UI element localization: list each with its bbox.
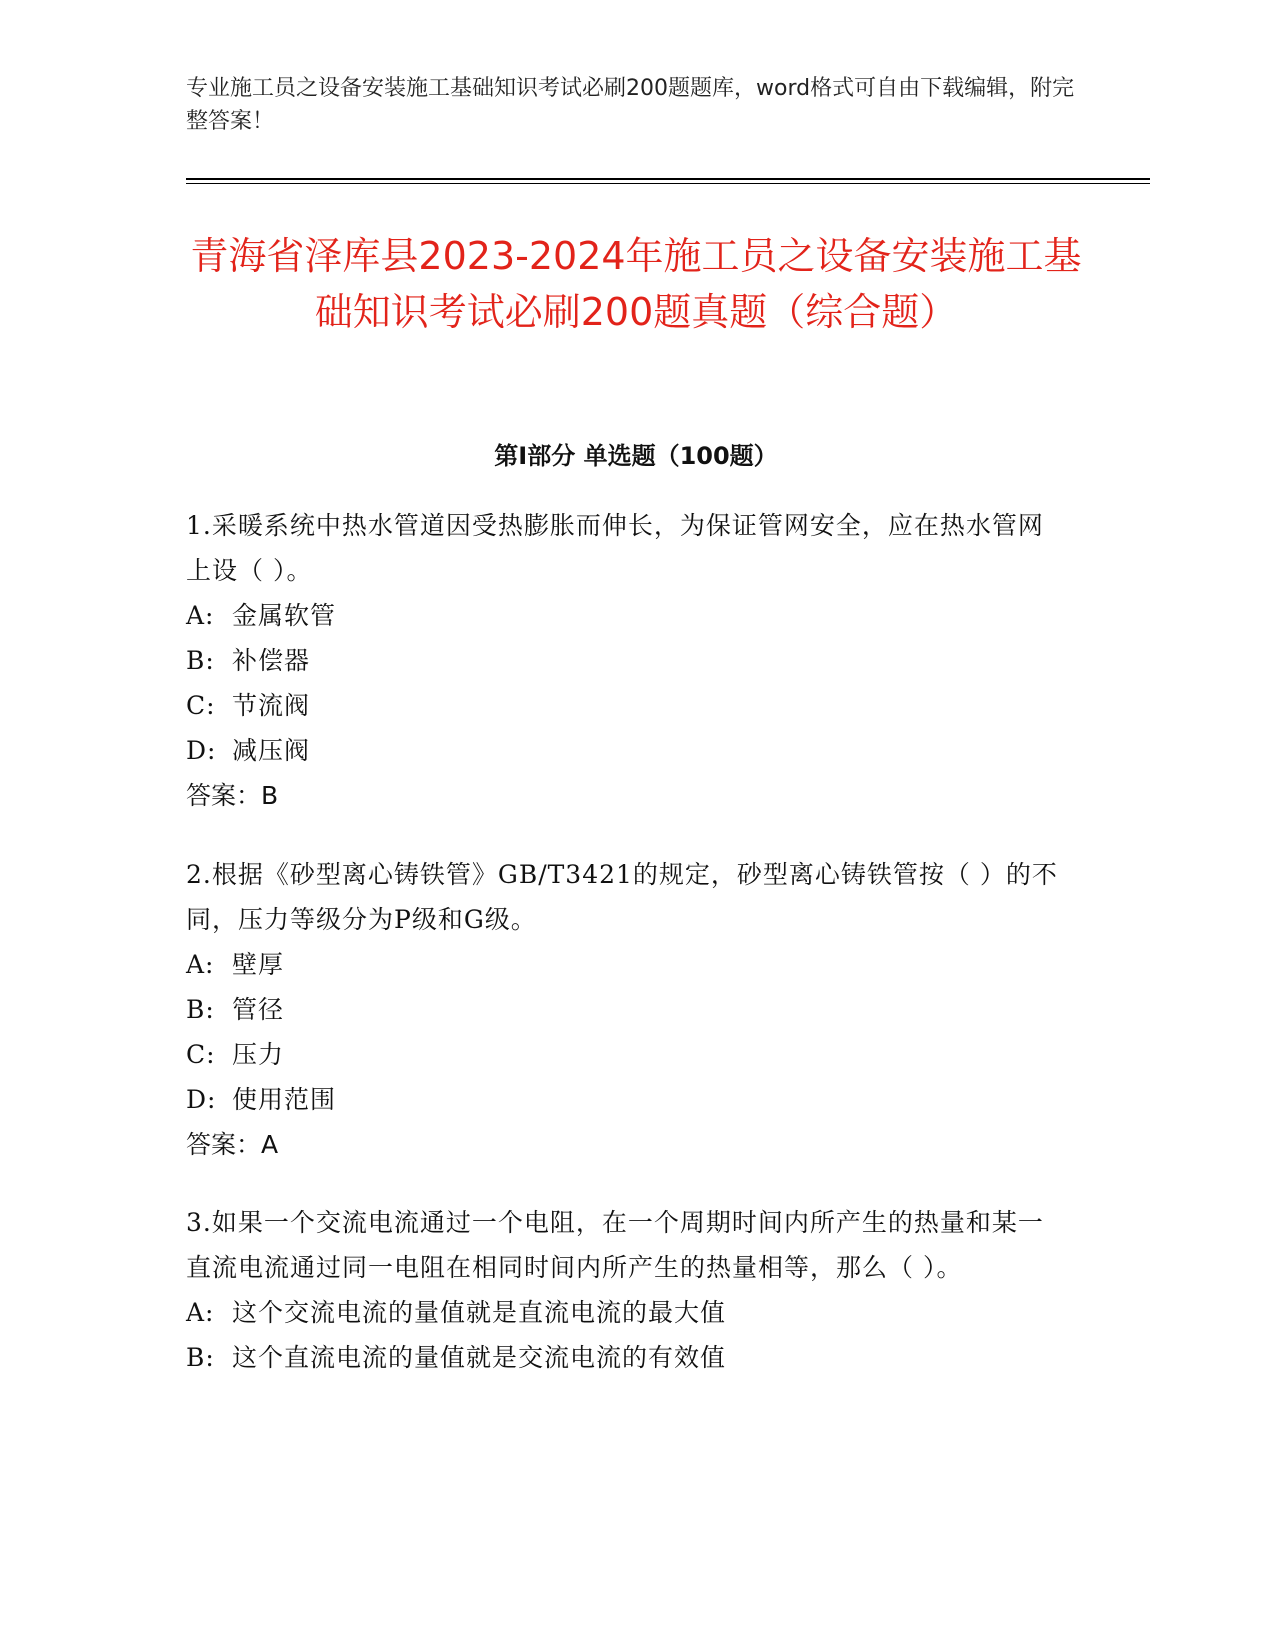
option-text: 金属软管 xyxy=(232,601,337,630)
header-rule-thick xyxy=(186,178,1150,180)
option-text: 管径 xyxy=(232,995,285,1024)
question-stem: 2.根据《砂型离心铸铁管》GB/T3421的规定，砂型离心铸铁管按（ ）的不同，压力等级分为P级和G级。 xyxy=(186,860,1058,934)
option-d xyxy=(186,728,1066,773)
option-letter: C: xyxy=(186,691,216,720)
option-text: 这个交流电流的量值就是直流电流的最大值 xyxy=(232,1298,727,1327)
option-letter: A: xyxy=(186,950,215,979)
option-letter: B: xyxy=(186,646,215,675)
option-text: 减压阀 xyxy=(232,736,311,765)
question-2 xyxy=(186,852,1066,1167)
section-title: 第I部分 单选题（100题） xyxy=(494,442,778,470)
answer-line: 答案：A xyxy=(186,1130,279,1159)
option-letter: D: xyxy=(186,1085,217,1114)
option-text: 节流阀 xyxy=(232,691,311,720)
option-letter: B: xyxy=(186,1343,215,1372)
header-rule-thin xyxy=(186,183,1150,184)
option-b xyxy=(186,987,1066,1032)
option-text: 壁厚 xyxy=(232,950,285,979)
option-a xyxy=(186,1290,1066,1335)
option-letter: D: xyxy=(186,736,217,765)
option-c xyxy=(186,1032,1066,1077)
option-b xyxy=(186,638,1066,683)
question-stem: 3.如果一个交流电流通过一个电阻，在一个周期时间内所产生的热量和某一直流电流通过同一电阻在相同时间内所产生的热量相等，那么（ ）。 xyxy=(186,1208,1044,1282)
option-c xyxy=(186,683,1066,728)
answer-line: 答案：B xyxy=(186,781,279,810)
option-a xyxy=(186,593,1066,638)
question-3 xyxy=(186,1200,1066,1380)
option-text: 这个直流电流的量值就是交流电流的有效值 xyxy=(232,1343,727,1372)
option-text: 使用范围 xyxy=(232,1085,337,1114)
option-letter: A: xyxy=(186,601,215,630)
option-a xyxy=(186,942,1066,987)
document-title: 青海省泽库县2023-2024年施工员之设备安装施工基础知识考试必刷200题真题（综合题） xyxy=(190,234,1082,334)
header-note: 专业施工员之设备安装施工基础知识考试必刷200题题库，word格式可自由下载编辑，附完整答案！ xyxy=(186,76,1075,134)
option-b xyxy=(186,1335,1066,1380)
option-letter: C: xyxy=(186,1040,216,1069)
option-letter: B: xyxy=(186,995,215,1024)
question-stem: 1.采暖系统中热水管道因受热膨胀而伸长，为保证管网安全，应在热水管网上设（ ）。 xyxy=(186,511,1044,585)
option-d xyxy=(186,1077,1066,1122)
option-text: 压力 xyxy=(232,1040,285,1069)
option-letter: A: xyxy=(186,1298,215,1327)
option-text: 补偿器 xyxy=(232,646,311,675)
question-1 xyxy=(186,503,1066,818)
